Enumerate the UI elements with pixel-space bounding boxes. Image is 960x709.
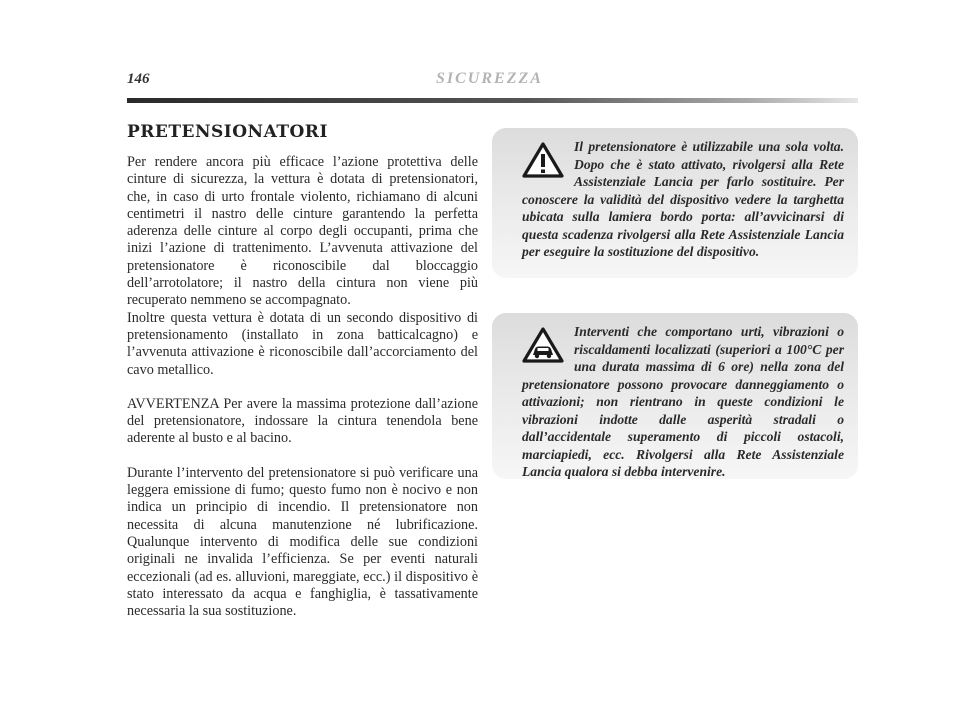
section-title: SICUREZZA [436, 70, 543, 87]
article-paragraph-1: Per rendere ancora più efficace l’azione protettiva delle cinture di sicurezza, la vettura è dotata di pretensionatori, che, in caso di urto frontale violento, richiamano di alcuni centimetri il nastro delle cinture garantendo la perfetta aderenza delle cinture al corpo degli occupanti, prima che inizi l’azione di trattenimento. L’avvenuta attivazione del pretensionatore è riconoscibile dal bloccaggio dell’arrotolatore; il nastro della cintura non viene più recuperato nemmeno se accompagnato. [127, 154, 478, 309]
warning-box-1 [492, 128, 858, 278]
warning-text-1: Il pretensionatore è utilizzabile una sola volta. Dopo che è stato attivato, rivolgersi alla Rete Assistenziale Lancia per farlo sostituire. Per conoscere la validità del dispositivo vedere la targhetta ubicata sulla lamiera bordo porta: all’avvicinarsi di questa scadenza rivolgersi alla Rete Assistenziale Lancia per eseguire la sostituzione del dispositivo. [522, 139, 844, 259]
warning-box-2 [492, 313, 858, 479]
article-paragraph-2: Inoltre questa vettura è dotata di un secondo dispositivo di pretensionamento (installato in zona batticalcagno) e l’avvenuta attivazione è riconoscibile dall’accorciamento del cavo metallico. [127, 309, 478, 378]
warning-triangle-icon [522, 142, 564, 178]
paragraph-gap [127, 379, 478, 396]
article-column [127, 122, 478, 620]
car-warning-icon [522, 327, 564, 363]
page-number: 146 [127, 71, 150, 87]
paragraph-gap [127, 448, 478, 465]
header-rule [127, 98, 858, 103]
warning-text-2: Interventi che comportano urti, vibrazioni o riscaldamenti localizzati (superiori a 100°C per una durata massima di 6 ore) nella zona del pretensionatore possono provocare danneggiamento o attivazioni; non rientrano in queste condizioni le vibrazioni indotte dalle asperità stradali o dall’accidentale superamento di piccoli ostacoli, marciapiedi, ecc. Rivolgersi alla Rete Assistenziale Lancia qualora si debba intervenire. [522, 324, 844, 479]
article-title: PRETENSIONATORI [127, 122, 328, 142]
article-paragraph-3: AVVERTENZA Per avere la massima protezione dall’azione del pretensionatore, indossare la cintura tenendola bene aderente al busto e al bacino. [127, 395, 478, 447]
article-paragraph-4: Durante l’intervento del pretensionatore si può verificare una leggera emissione di fumo; questo fumo non è nocivo e non indica un principio di incendio. Il pretensionatore non necessita di alcuna manutenzione né lubrificazione. Qualunque intervento di modifica delle sue condizioni originali ne invalida l’efficienza. Se per eventi naturali eccezionali (ad es. alluvioni, mareggiate, ecc.) il dispositivo è stato interessato da acqua e fanghiglia, è tassativamente necessaria la sua sostituzione. [127, 464, 478, 620]
